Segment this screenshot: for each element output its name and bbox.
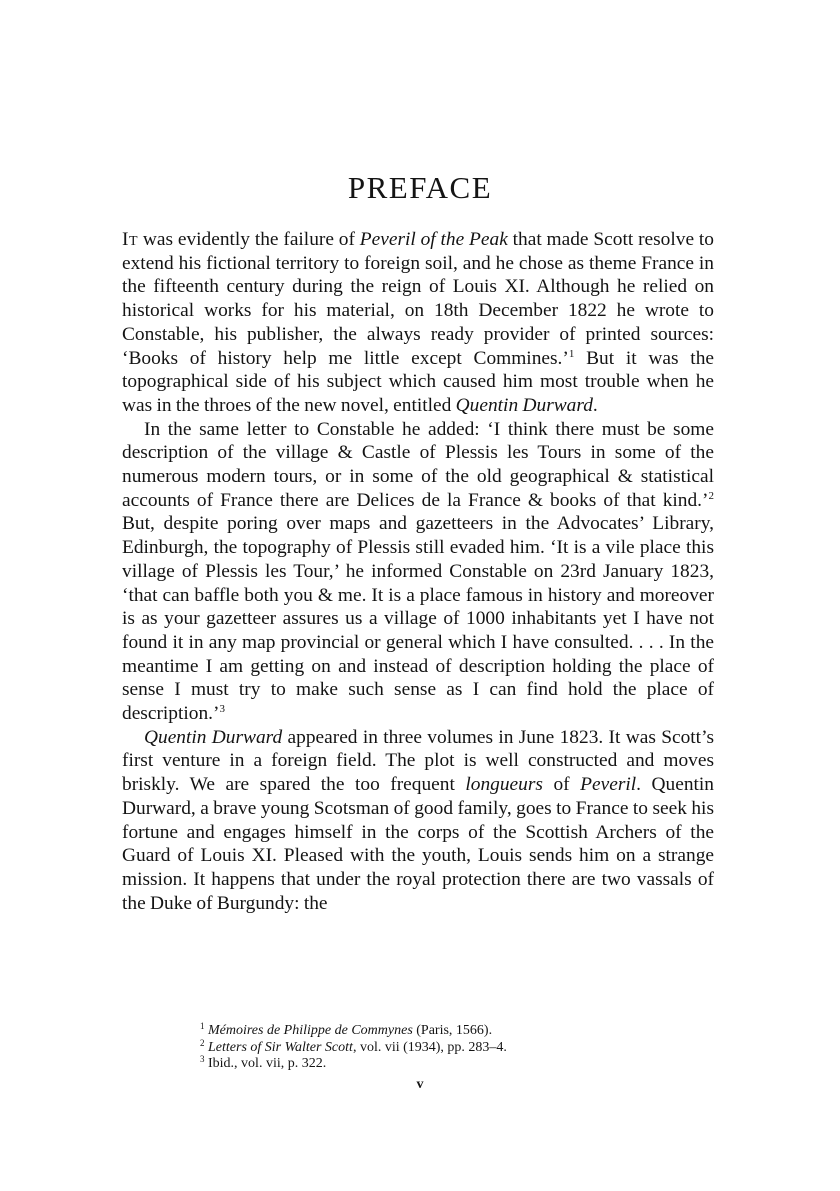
footnote-3 (200, 1056, 660, 1073)
footnote-text: (Paris, 1566). (412, 1023, 493, 1038)
paragraph-text: . Quentin Durward, a brave young Scotsman of good family, goes to France to seek his fortune and engages himself in the corps of the Scottish Archers of the Guard of Louis XI. Pleased with the youth, Louis sends him on a strange mission. It happens that under the royal protection there are two vassals of the Duke of Burgundy: the (122, 774, 714, 914)
footnote-1 (200, 1023, 660, 1040)
paragraph-1 (122, 228, 714, 418)
footnote-title: Mémoires de Philippe de Commynes (208, 1023, 413, 1038)
paragraph-text: that made Scott resolve to extend his fictional territory to foreign soil, and he chose as theme France in the fifteenth century during the reign of Louis XI. Although he relied on historical works for his material, on 18th December 1822 he wrote to Constable, his publisher, the always ready provider of printed sources: ‘Books of history help me little except Commines.’ (122, 229, 714, 369)
paragraph-text: But it was the topographical side of his subject which caused him most trouble when he was in the throes of the new novel, entitled (122, 347, 714, 416)
book-title: Quentin Durward (455, 394, 593, 416)
paragraph-text: was evidently the failure of (138, 229, 360, 250)
footnotes (200, 1023, 660, 1073)
footnote-number: 1 (200, 1021, 205, 1031)
page-number: v (416, 1077, 424, 1092)
italic-term: longueurs (465, 774, 543, 796)
footnote-2 (200, 1037, 660, 1057)
paragraph-text: . (592, 394, 598, 416)
preface-body (122, 228, 714, 915)
footnote-text: , vol. vii (1934), pp. 283–4. (352, 1039, 507, 1055)
paragraph-3 (122, 726, 714, 916)
footnote-title: Letters of Sir Walter Scott (208, 1039, 353, 1055)
book-title: Quentin Durward (144, 726, 283, 748)
footnote-ref-1[interactable]: 1 (568, 347, 575, 360)
book-title: Peveril of the Peak (359, 229, 508, 250)
drop-cap: It (122, 229, 139, 250)
page-title: PREFACE (347, 170, 493, 205)
paragraph-text: appeared in three volumes in June 1823. It was Scott’s first venture in a foreign field. The plot is well constructed and moves briskly. We are spared the too frequent (122, 726, 715, 796)
footnote-ref-3[interactable]: 3 (219, 703, 225, 716)
paragraph-2 (122, 418, 714, 726)
paragraph-text: of (542, 774, 581, 796)
paragraph-text: In the same letter to Constable he added: ‘I think there must be some description of the village & Castle of Plessis les Tours in some of the numerous modern tours, or in some of the old geographical & statistical accounts of France there are Delices de la France & books of that kind.’ (122, 418, 714, 511)
footnote-text: Ibid., vol. vii, p. 322. (208, 1056, 327, 1071)
paragraph-text: But, despite poring over maps and gazetteers in the Advocates’ Library, Edinburgh, the topography of Plessis still evaded him. ‘It is a vile place this village of Plessis les Tour,’ he informed Constable on 23rd January 1823, ‘that can baffle both you & me. It is a place famous in history and moreover is as your gazetteer assures us a village of 1000 inhabitants yet I have not found it in any map provincial or general which I have consulted. . . . In the meantime I am getting on and instead of description holding the place of sense I must try to make such sense as I can find hold the place of description.’ (122, 513, 714, 725)
footnote-number: 3 (200, 1054, 205, 1064)
book-title: Peveril (580, 774, 637, 796)
footnote-number: 2 (200, 1037, 205, 1048)
footnote-ref-2[interactable]: 2 (708, 489, 714, 502)
